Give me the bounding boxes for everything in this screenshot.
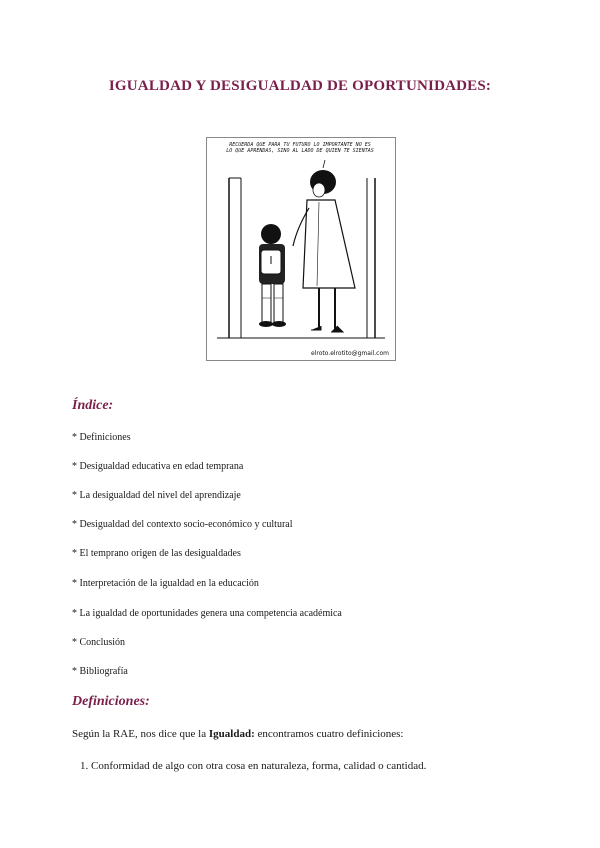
cartoon-caption [207,142,393,154]
index-heading: Índice: [72,398,114,413]
index-item: * La desigualdad del nivel del aprendizaje [72,490,241,501]
index-item: * Conclusión [72,637,126,648]
index-item: * El temprano origen de las desigualdades [72,548,241,559]
document-title: IGUALDAD Y DESIGUALDAD DE OPORTUNIDADES: [108,78,492,94]
index-item: * Desigualdad educativa en edad temprana [72,461,244,472]
index-item: * Desigualdad del contexto socio-económico y cultural [72,519,293,530]
cartoon-illustration [206,137,396,361]
definitions-intro-text: Según la RAE, nos dice que la [72,728,209,740]
definitions-intro-tail: encontramos cuatro definiciones: [254,728,404,740]
cartoon-caption-line-1: RECUERDA QUE PARA TU FUTURO LO IMPORTANTE NO ES [229,142,371,148]
definitions-heading: Definiciones: [72,694,150,709]
definition-list-item: 1. Conformidad de algo con otra cosa en naturaleza, forma, calidad o cantidad. [80,760,427,772]
cartoon-caption-line-2: LO QUE APRENDAS, SINO AL LADO DE QUIEN TE SIENTAS [226,148,374,154]
cartoon-credit: elroto.elrotito@gmail.com [311,350,389,357]
index-item: * La igualdad de oportunidades genera una competencia académica [72,608,342,619]
definitions-intro [72,728,404,740]
definitions-intro-term: Igualdad: [208,728,255,740]
index-item: * Bibliografía [72,666,128,677]
index-item: * Definiciones [72,432,131,443]
cartoon-drawing [207,138,395,360]
index-item: * Interpretación de la igualdad en la educación [72,578,259,589]
